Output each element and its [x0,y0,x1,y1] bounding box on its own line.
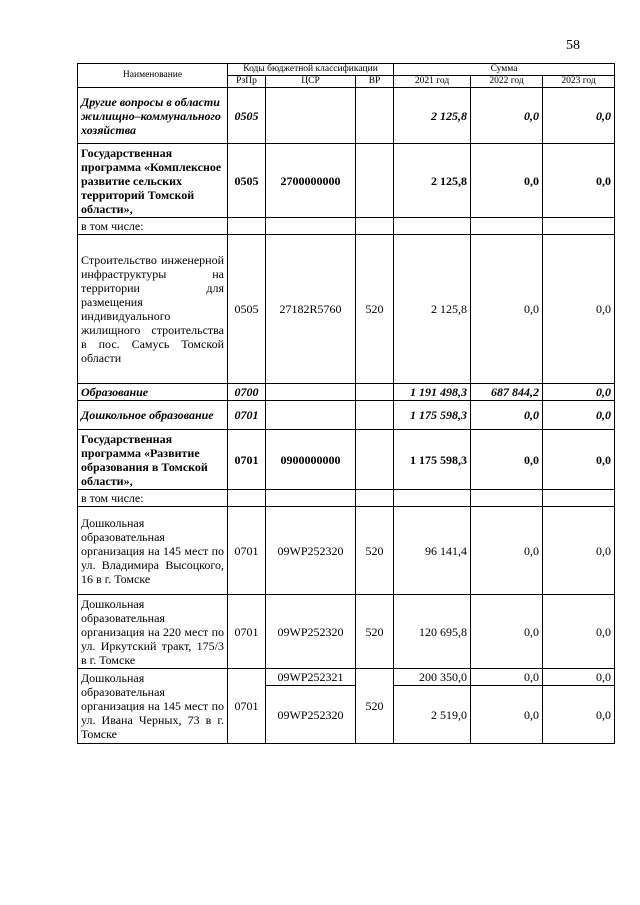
row-2023: 0,0 [543,401,615,430]
row-name: Строительство инженерной инфраструктуры на территории для размещения индивидуального жилищного строительства в пос. Самусь Томской области [78,235,228,384]
row-2022: 0,0 [471,669,543,686]
row-2021: 2 125,8 [394,235,471,384]
row-2022: 0,0 [471,430,543,490]
table-row [78,430,615,490]
row-2022: 0,0 [471,595,543,669]
row-csr: 0900000000 [266,430,356,490]
row-csr [266,88,356,144]
row-2022: 0,0 [471,507,543,595]
empty-cell [394,218,471,235]
row-vr [356,144,394,218]
row-name: Государственная программа «Развитие образования в Томской области», [78,430,228,490]
row-2022: 0,0 [471,144,543,218]
header-rzpr: РзПр [228,76,266,88]
header-csr: ЦСР [266,76,356,88]
page-number: 58 [566,38,580,53]
row-2021: 1 191 498,3 [394,384,471,401]
row-2023: 0,0 [543,686,615,744]
table-row [78,507,615,595]
row-vr: 520 [356,507,394,595]
row-csr: 09WP252321 [266,669,356,686]
row-2023: 0,0 [543,595,615,669]
row-rzpr: 0701 [228,595,266,669]
row-rzpr: 0505 [228,88,266,144]
table-row [78,401,615,430]
row-vr [356,384,394,401]
row-csr [266,401,356,430]
row-name: в том числе: [78,490,228,507]
table-row [78,235,615,384]
row-rzpr: 0701 [228,669,266,744]
row-2022: 0,0 [471,88,543,144]
empty-cell [471,218,543,235]
row-rzpr: 0701 [228,430,266,490]
row-2021: 1 175 598,3 [394,430,471,490]
row-2022: 687 844,2 [471,384,543,401]
row-2023: 0,0 [543,669,615,686]
table-row [78,88,615,144]
row-name: Дошкольная образовательная организация на 145 мест по ул. Владимира Высоцкого, 16 в г. Томске [78,507,228,595]
row-2021: 2 519,0 [394,686,471,744]
row-name: Другие вопросы в области жилищно–коммунального хозяйства [78,88,228,144]
row-vr [356,401,394,430]
empty-cell [543,218,615,235]
row-2023: 0,0 [543,235,615,384]
row-rzpr: 0700 [228,384,266,401]
budget-table [77,63,615,744]
row-2023: 0,0 [543,144,615,218]
row-2023: 0,0 [543,88,615,144]
row-vr [356,430,394,490]
empty-cell [228,490,266,507]
table-row [78,218,615,235]
row-name: в том числе: [78,218,228,235]
row-name: Дошкольная образовательная организация на 145 мест по ул. Ивана Черных, 73 в г. Томске [78,669,228,744]
header-2023: 2023 год [543,76,615,88]
empty-cell [543,490,615,507]
row-name: Дошкольная образовательная организация на 220 мест по ул. Иркутский тракт, 175/3 в г. Томске [78,595,228,669]
header-sum: Сумма [394,64,615,76]
row-csr: 09WP252320 [266,595,356,669]
header-vr: ВР [356,76,394,88]
row-csr [266,384,356,401]
row-2023: 0,0 [543,384,615,401]
row-csr: 09WP252320 [266,507,356,595]
empty-cell [356,490,394,507]
row-2022: 0,0 [471,686,543,744]
row-vr: 520 [356,595,394,669]
row-vr: 520 [356,235,394,384]
row-2021: 2 125,8 [394,144,471,218]
row-2021: 96 141,4 [394,507,471,595]
row-csr: 27182R5760 [266,235,356,384]
empty-cell [228,218,266,235]
header-name: Наименование [78,64,228,88]
empty-cell [471,490,543,507]
row-2023: 0,0 [543,507,615,595]
empty-cell [394,490,471,507]
table-row [78,384,615,401]
row-2022: 0,0 [471,235,543,384]
row-rzpr: 0701 [228,401,266,430]
row-2022: 0,0 [471,401,543,430]
row-2021: 200 350,0 [394,669,471,686]
header-2022: 2022 год [471,76,543,88]
table-row [78,144,615,218]
row-name: Образование [78,384,228,401]
row-2023: 0,0 [543,430,615,490]
row-name: Государственная программа «Комплексное развитие сельских территорий Томской области», [78,144,228,218]
row-csr: 2700000000 [266,144,356,218]
header-2021: 2021 год [394,76,471,88]
row-csr: 09WP252320 [266,686,356,744]
table-row [78,669,615,686]
header-row-1 [78,64,615,76]
row-2021: 1 175 598,3 [394,401,471,430]
row-vr: 520 [356,669,394,744]
header-codes: Коды бюджетной классификации [228,64,394,76]
table-row [78,490,615,507]
row-rzpr: 0701 [228,507,266,595]
row-name: Дошкольное образование [78,401,228,430]
row-2021: 2 125,8 [394,88,471,144]
empty-cell [356,218,394,235]
empty-cell [266,218,356,235]
table-row [78,595,615,669]
row-rzpr: 0505 [228,144,266,218]
empty-cell [266,490,356,507]
row-rzpr: 0505 [228,235,266,384]
row-vr [356,88,394,144]
row-2021: 120 695,8 [394,595,471,669]
